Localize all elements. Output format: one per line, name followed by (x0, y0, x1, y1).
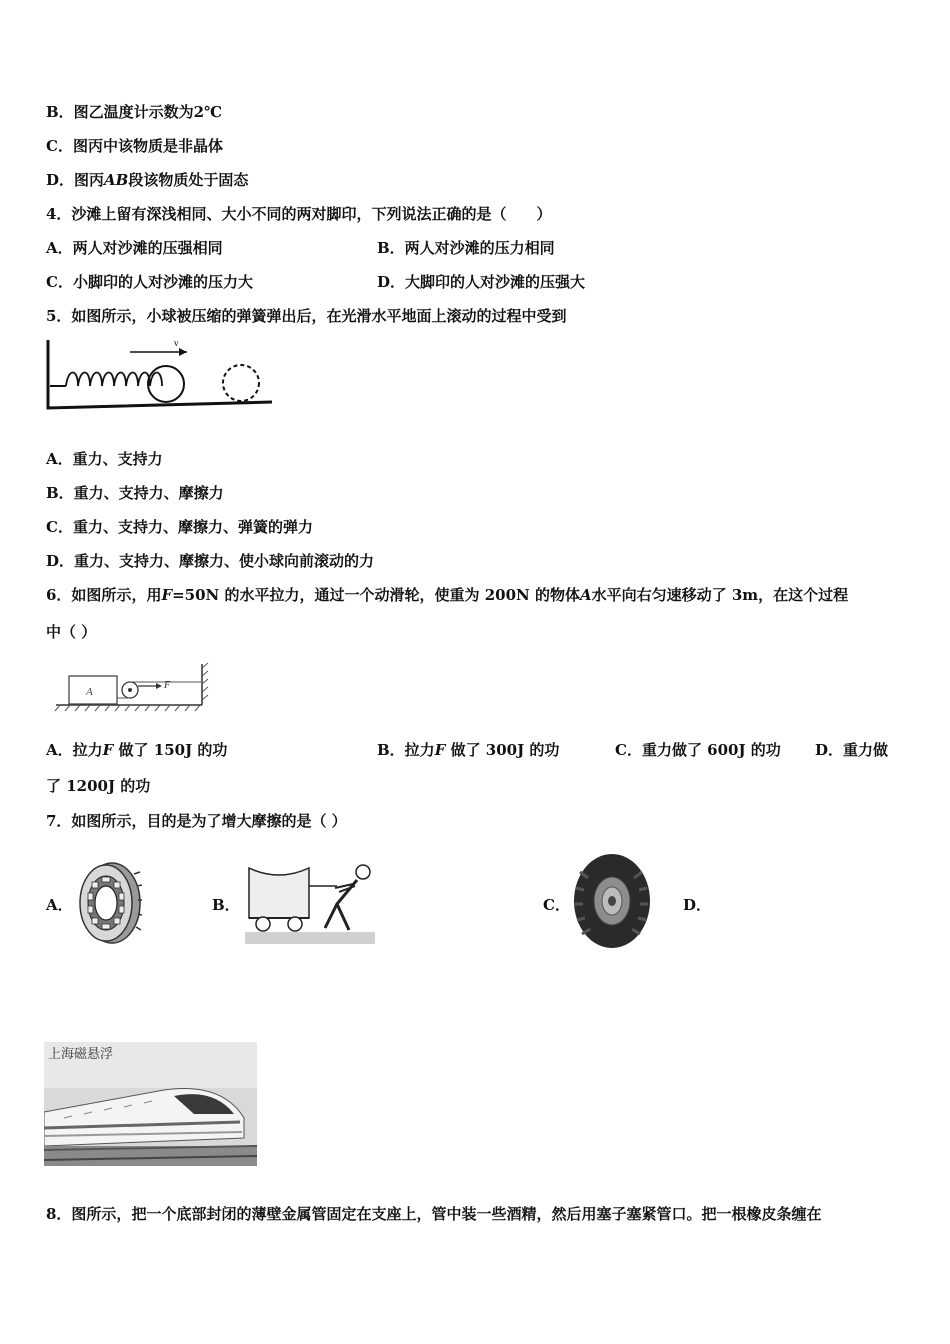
q6-stem-line2: 中（ ） (46, 623, 97, 641)
q5-option-d: D．重力、支持力、摩擦力、使小球向前滚动的力 (46, 552, 375, 570)
bearing-image (76, 860, 142, 946)
q6-option-c: C．重力做了 600J 的功 (615, 741, 781, 759)
q6-stem (46, 585, 848, 605)
q6-stem-b: =50N 的水平拉力，通过一个动滑轮，使重为 200N 的物体 (172, 586, 580, 604)
q5-stem: 5．如图所示，小球被压缩的弹簧弹出后，在光滑水平地面上滚动的过程中受到 (46, 307, 567, 325)
maglev-train-image (44, 1042, 257, 1166)
q6-option-a-text: A．拉力 (46, 741, 103, 759)
q6-option-d: D．重力做 (815, 741, 889, 759)
q7-option-d-label: D． (683, 896, 712, 914)
q3-option-d-suffix: 段该物质处于固态 (128, 171, 249, 189)
q3-option-d-segment: AB (104, 171, 129, 189)
q3-option-d-prefix: D．图丙 (46, 171, 105, 189)
q6-stem-force-symbol: F (161, 586, 173, 604)
q7-option-c-label: C． (543, 896, 570, 914)
q4-option-c: C．小脚印的人对沙滩的压力大 (46, 273, 253, 291)
q6-stem-object-symbol: A (579, 586, 592, 604)
q8-stem: 8．图所示，把一个底部封闭的薄壁金属管固定在支座上，管中装一些酒精，然后用塞子塞紧管口。把一根橡皮条缠在 (46, 1205, 822, 1223)
pulley-figure (52, 660, 224, 720)
cart-pushing-image (245, 860, 377, 946)
q5-option-c: C．重力、支持力、摩擦力、弹簧的弹力 (46, 518, 313, 536)
q4-option-d: D．大脚印的人对沙滩的压强大 (377, 273, 586, 291)
q7-stem: 7．如图所示，目的是为了增大摩擦的是（ ） (46, 812, 347, 830)
q6-option-b-text-end: 做了 300J 的功 (450, 741, 560, 759)
q6-option-a-text-end: 做了 150J 的功 (118, 741, 228, 759)
tire-image (570, 852, 652, 950)
q7-option-a-label: A． (46, 896, 73, 914)
block-label: A (86, 686, 93, 698)
q4-option-b: B．两人对沙滩的压力相同 (377, 239, 555, 257)
spring-ball-figure (44, 336, 276, 414)
q6-option-b-force-symbol: F (434, 741, 446, 759)
q6-stem-a: 6．如图所示，用 (46, 586, 162, 604)
q6-option-d-continued: 了 1200J 的功 (46, 777, 151, 795)
q3-option-c: C．图丙中该物质是非晶体 (46, 137, 223, 155)
q4-stem: 4．沙滩上留有深浅相同、大小不同的两对脚印，下列说法正确的是（ ） (46, 205, 552, 223)
q5-option-a: A．重力、支持力 (46, 450, 163, 468)
q6-stem-c: 水平向右匀速移动了 3m，在这个过程 (591, 586, 849, 604)
q5-option-b: B．重力、支持力、摩擦力 (46, 484, 224, 502)
q6-option-a (46, 740, 227, 760)
maglev-caption: 上海磁悬浮 (48, 1047, 114, 1062)
q4-option-a: A．两人对沙滩的压强相同 (46, 239, 223, 257)
q6-option-b-text: B．拉力 (377, 741, 435, 759)
q3-option-b: B．图乙温度计示数为2℃ (46, 103, 223, 121)
q6-option-a-force-symbol: F (102, 741, 114, 759)
q6-option-b (377, 740, 559, 760)
force-label: F (164, 680, 171, 691)
q7-option-b-label: B． (212, 896, 240, 914)
q3-option-d (46, 170, 248, 190)
velocity-label: v (174, 338, 179, 348)
